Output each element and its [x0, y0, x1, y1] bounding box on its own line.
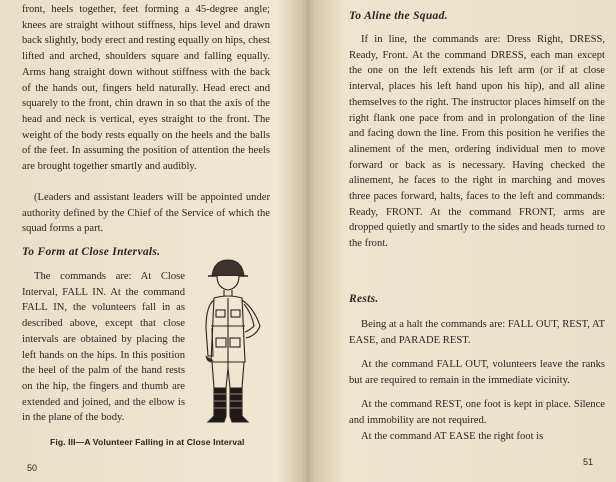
left-paragraph-attention: front, heels together, feet forming a 45-degree angle; knees are straight without stiffness, hips level and drawn back slightly, body erect and resting equally on hips, chest lifted and arched, shoulders square and falling equally. Arms hang straight down without stiffness with the back of the hands out, fingers held naturally. Head erect and squarely to the front, chin drawn in so that the axis of the head and neck is vertical, eyes straight to the front. The weight of the body rests equally on the heels and the balls of the feet. In assuming the position of attention the heels are brought together smartly and audibly. [22, 4, 270, 173]
right-page [314, 0, 616, 482]
volunteer-figure-illustration [190, 256, 270, 428]
left-page-number: 50 [27, 463, 38, 473]
right-page-number: 51 [583, 457, 594, 467]
section-heading-rests: Rests. [349, 293, 379, 305]
section-heading-aline-squad: To Aline the Squad. [349, 10, 448, 22]
left-page [0, 0, 300, 482]
right-paragraph-rests-commands: Being at a halt the commands are: FALL OUT, REST, AT EASE, and PARADE REST. [349, 319, 605, 346]
left-paragraph-close-intervals: The commands are: At Close Interval, FALL IN. At the command FALL IN, the volunteers fall in as described above, except that close intervals are obtained by placing the left hands on the hips. In this position the heel of the palm of the hand rests on the hip, the fingers and thumb are extended and joined, and the elbow is in the plane of the body. [22, 271, 185, 424]
right-paragraph-rest: At the command REST, one foot is kept in place. Silence and immobility are not required. [349, 399, 605, 426]
left-paragraph-leaders: (Leaders and assistant leaders will be appointed under authority defined by the Chief of the Service of which the squad forms a part. [22, 192, 270, 235]
right-paragraph-fall-out: At the command FALL OUT, volunteers leave the ranks but are required to remain in the immediate vicinity. [349, 359, 605, 386]
right-paragraph-at-ease: At the command AT EASE the right foot is [361, 431, 544, 442]
section-heading-close-intervals: To Form at Close Intervals. [22, 246, 161, 258]
right-paragraph-aline: If in line, the commands are: Dress Right, DRESS, Ready, Front. At the command DRESS, each man except the one on the left extends his left arm (or if at close interval, places his left hand upon his hip), and all aline themselves to the right. The instructor places himself on the right flank one pace from and in prolongation of the line and facing down the line. From this position he verifies the alinement of the men, ordering individual men to move forward or back as is necessary. Having checked the alinement, he faces to the right in marching and moves three paces forward, halts, faces to the left and commands: Ready, FRONT. At the command FRONT, arms are dropped quietly and smartly to the sides and heads turned to the front. [349, 34, 605, 250]
figure-caption: Fig. III—A Volunteer Falling in at Close Interval [50, 437, 245, 447]
